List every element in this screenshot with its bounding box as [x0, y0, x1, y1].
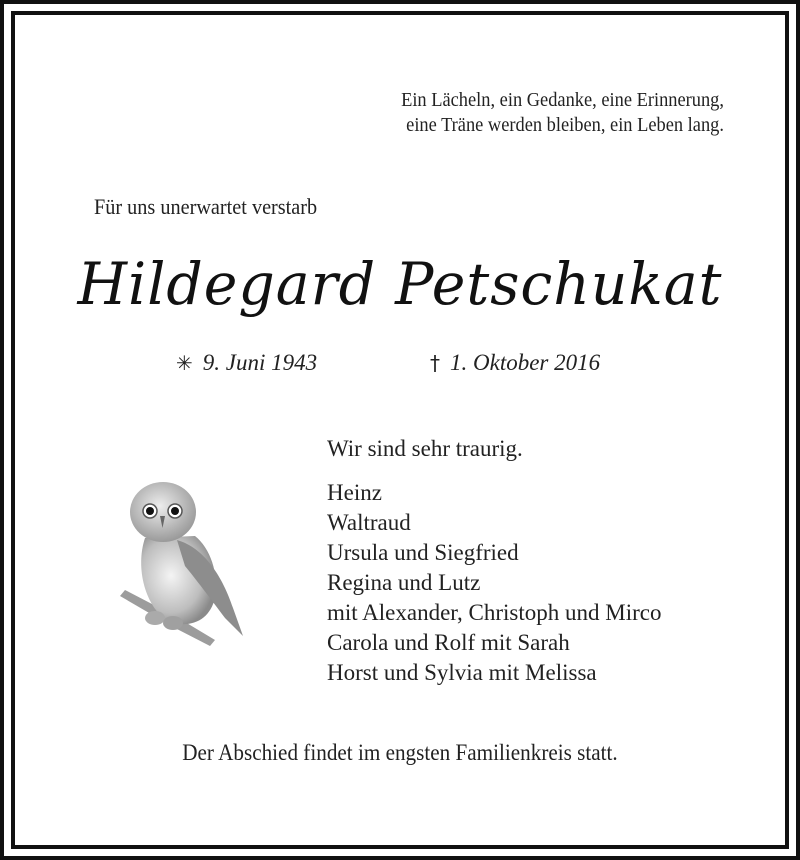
mourner: Horst und Sylvia mit Melissa: [327, 660, 597, 685]
motto-verse: [401, 88, 724, 138]
motto-line-2: eine Träne werden bleiben, ein Leben lang.: [406, 114, 724, 136]
birth-date: [176, 350, 317, 376]
mourners-list: [327, 478, 661, 688]
mourner: Waltraud: [327, 510, 411, 535]
mourner: Regina und Lutz: [327, 570, 481, 595]
death-date-text: 1. Oktober 2016: [450, 350, 601, 375]
farewell-note: Der Abschied findet im engsten Familienkreis statt.: [182, 740, 618, 765]
birth-date-text: 9. Juni 1943: [202, 350, 318, 375]
motto-line-1: Ein Lächeln, ein Gedanke, eine Erinnerung,: [401, 89, 724, 111]
mourner: Heinz: [327, 480, 382, 505]
deceased-name: Hildegard Petschukat: [77, 250, 723, 318]
owl-illustration: [115, 478, 255, 650]
mourner: Ursula und Siegfried: [327, 540, 519, 565]
mourner: mit Alexander, Christoph und Mirco: [327, 600, 662, 625]
birth-star-icon: ✳: [176, 351, 193, 375]
death-cross-icon: †: [430, 351, 440, 375]
sorrow-line: Wir sind sehr traurig.: [327, 436, 523, 461]
death-date: [430, 350, 600, 376]
mourner: Carola und Rolf mit Sarah: [327, 630, 570, 655]
intro-text: Für uns unerwartet verstarb: [94, 194, 318, 219]
